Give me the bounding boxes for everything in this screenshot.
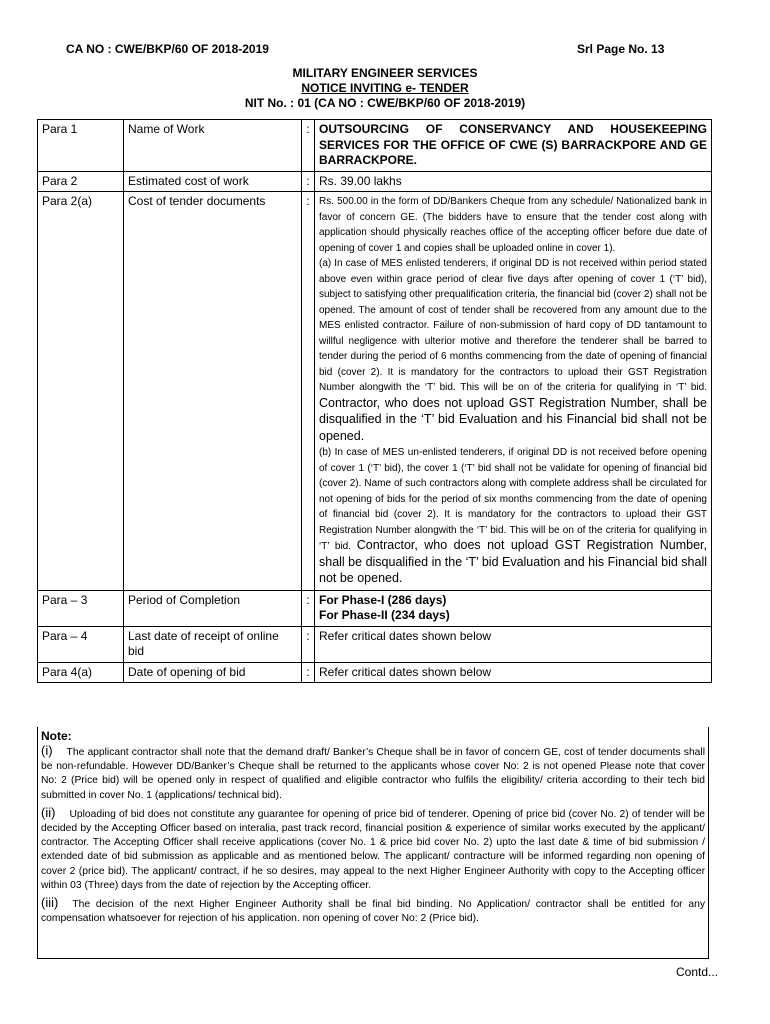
tender-cost-paragraph: Rs. 500.00 in the form of DD/Bankers Cheque from any schedule/ Nationalized bank in favor of concern GE. (The bidders have to ensure that the tender cost along with application should physically reaches office of the accepting officer before due date of opening of cover 1 and copies shall be uploaded online in cover 1). [319, 196, 707, 254]
para-number: Para 1 [38, 120, 124, 172]
mes-enlisted-text: (a) In case of MES enlisted tenderers, if original DD is not received within period stated above even within grace period of clear five days after opening of cover 1 (‘T’ bid), subject to satisfying other prequalification criteria, the financial bid (cover 2) shall not be opened. The amount of cost of tender shall be recovered from any amount due to the MES enlisted contractor. Failure of non-submission of hard copy of DD tantamount to willful negligence with ulterior motive and therefore the tenderer shall be barred to tender during the period of 6 months commencing from the date of opening of financial bid (cover 2). It is mandatory for the contractors to upload their GST Registration Number alongwith the ‘T’ bid. This will be on of the criteria for qualifying in ‘T’ bid. [319, 258, 707, 393]
field-label: Name of Work [124, 120, 302, 172]
document-titles [0, 66, 770, 111]
colon: : [302, 590, 315, 626]
para-number: Para – 3 [38, 590, 124, 626]
note-text: The decision of the next Higher Engineer Authority shall be final bid binding. No Application/ contractor shall be entitled for any compensation whatsoever for rejection of his application. non opening of cover No: 2 (Price bid). [41, 899, 705, 925]
note-text: The applicant contractor shall note that the demand draft/ Banker’s Cheque shall be in favor of concern GE, cost of tender documents shall be non-refundable. However DD/Banker’s Cheque shall be returned to the applicants whose cover No: 2 is not opened Please note that cover No: 2 (Price bid) will be opened only in respect of qualified and eligible contractor who fulfils the eligibility/ criteria according to their tech bid submitted in cover No. 1 (applications/ technical bid). [41, 747, 705, 801]
para-number: Para 2 [38, 171, 124, 192]
note-item [41, 744, 705, 803]
name-of-work-value: OUTSOURCING OF CONSERVANCY AND HOUSEKEEPING SERVICES FOR THE OFFICE OF CWE (S) BARRACKPORE AND GE BARRACKPORE. [315, 120, 712, 172]
para-number: Para 2(a) [38, 192, 124, 591]
mes-enlisted-paragraph [319, 256, 707, 445]
mes-unenlisted-text: (b) In case of MES un-enlisted tenderers, if original DD is not received before opening of cover 1 (‘T’ bid), the cover 1 (‘T’ bid shall not be validate for opening of financial bid (cover 2). Name of such contractors along with complete address shall be circulated for not opening of bids for the period of six months commencing from the date of opening of financial bid (cover 2). It is mandatory for the contractors to upload their GST Registration Number alongwith the ‘T’ bid. This will be on of the criteria for qualifying in ‘T’ bid. [319, 447, 707, 552]
table-row [38, 120, 712, 172]
continued-label: Contd... [676, 965, 719, 979]
gst-disqualification-text: Contractor, who does not upload GST Registration Number, shall be disqualified in the ‘T’ bid Evaluation and his Financial bid shall not be opened. [319, 395, 707, 443]
table-row [38, 662, 712, 683]
phase-2-period: For Phase-II (234 days) [319, 608, 450, 622]
completion-period-value [315, 590, 712, 626]
tender-cost-value [315, 192, 712, 591]
gst-disqualification-text: Contractor, who does not upload GST Registration Number, shall be disqualified in the ‘T’ bid Evaluation and his Financial bid shall not be opened. [319, 538, 707, 585]
opening-date-value: Refer critical dates shown below [315, 662, 712, 683]
note-text: Uploading of bid does not constitute any guarantee for opening of price bid of tenderer. Opening of price bid (cover No. 2) of tender will be decided by the Accepting Officer based on interalia, past track record, financial position & experience of similar works executed by the applicant/ contractor. The Accepting Officer shall receive applications (cover No. 1 & price bid cover No. 2) upto the last date & time of bid submission / extended date of bid submission as applicable and as mentioned below. The applicant/ contracture will be informed regarding non opening of cover 2 (price bid). The applicant/ contract, if he so desires, may appeal to the next Higher Engineer Authority with copy to the Accepting officer within 03 (Three) days from the date of rejection by the Accepting officer. [41, 808, 705, 891]
colon: : [302, 662, 315, 683]
table-row [38, 626, 712, 662]
table-row [38, 192, 712, 591]
ca-number: CA NO : CWE/BKP/60 OF 2018-2019 [66, 42, 269, 56]
para-number: Para 4(a) [38, 662, 124, 683]
field-label: Last date of receipt of online bid [124, 626, 302, 662]
note-item [41, 806, 705, 893]
serial-page-number: Srl Page No. 13 [577, 42, 665, 56]
colon: : [302, 120, 315, 172]
note-item [41, 896, 705, 926]
table-row [38, 590, 712, 626]
note-number: (i) [41, 743, 53, 758]
field-label: Date of opening of bid [124, 662, 302, 683]
nit-title: NIT No. : 01 (CA NO : CWE/BKP/60 OF 2018-2019) [244, 96, 526, 110]
note-title: Note: [41, 729, 72, 743]
notice-title: NOTICE INVITING e- TENDER [301, 81, 469, 95]
note-number: (iii) [41, 895, 59, 911]
colon: : [302, 192, 315, 591]
colon: : [302, 626, 315, 662]
org-title: MILITARY ENGINEER SERVICES [292, 66, 478, 80]
last-date-value: Refer critical dates shown below [315, 626, 712, 662]
para-number: Para – 4 [38, 626, 124, 662]
field-label: Period of Completion [124, 590, 302, 626]
phase-1-period: For Phase-I (286 days) [319, 592, 447, 607]
mes-unenlisted-paragraph [319, 445, 707, 588]
field-label: Cost of tender documents [124, 192, 302, 591]
colon: : [302, 171, 315, 192]
table-row [38, 171, 712, 192]
note-section [37, 727, 709, 959]
note-number: (ii) [41, 804, 56, 820]
field-label: Estimated cost of work [124, 171, 302, 192]
tender-details-table [37, 119, 712, 683]
estimated-cost-value: Rs. 39.00 lakhs [315, 171, 712, 192]
